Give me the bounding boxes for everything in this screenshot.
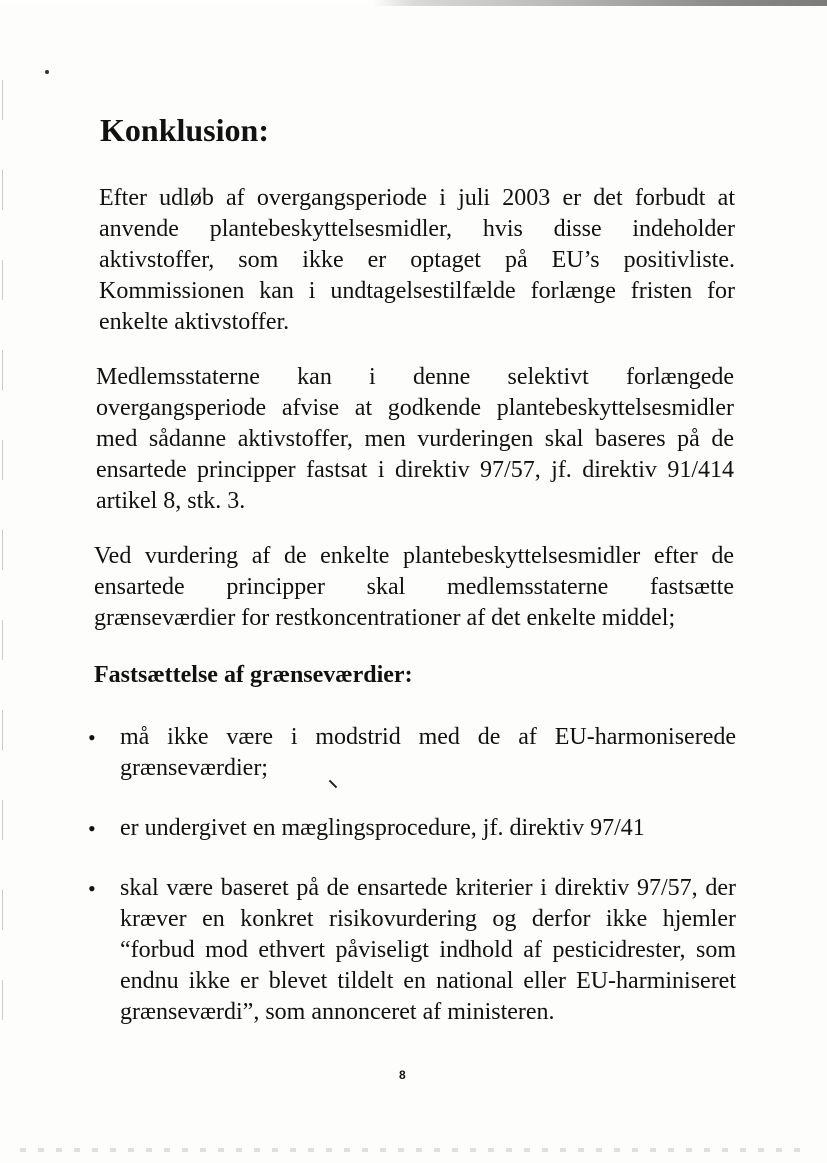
page-title: Konklusion: <box>100 112 269 148</box>
scan-speck <box>45 70 49 74</box>
bullet-icon: • <box>88 816 96 841</box>
scan-top-edge <box>0 0 827 6</box>
section-subheading: Fastsættelse af grænseværdier: <box>94 662 413 688</box>
scan-left-edge <box>2 80 3 1040</box>
list-item <box>88 813 736 844</box>
list-item-text: er undergivet en mæglingsprocedure, jf. direktiv 97/41 <box>120 815 645 841</box>
list-item-text: skal være baseret på de ensartede kriterier i direktiv 97/57, der kræver en konkret risikovurdering og derfor ikke hjemler “forbud mod ethvert påviseligt indhold af pesticidrester, som endnu ikke er blevet tildelt en national eller EU-harminiseret grænseværdi”, som annonceret af ministeren. <box>120 875 736 1025</box>
paragraph-1: Efter udløb af overgangsperiode i juli 2003 er det forbudt at anvende plantebeskyttelsesmidler, hvis disse indeholder aktivstoffer, som ikke er optaget på EU’s positivliste. Kommissionen kan i undtagelsestilfælde forlænge fristen for enkelte aktivstoffer. <box>99 185 735 335</box>
scan-bottom-edge <box>20 1148 810 1152</box>
paragraph-3: Ved vurdering af de enkelte plantebeskyttelsesmidler efter de ensartede principper skal medlemsstaterne fastsætte grænseværdier for restkoncentrationer af det enkelte middel; <box>94 543 734 631</box>
list-item-text: må ikke være i modstrid med de af EU-harmoniserede grænseværdier; <box>120 724 736 781</box>
paragraph-2: Medlemsstaterne kan i denne selektivt forlængede overgangsperiode afvise at godkende plantebeskyttelsesmidler med sådanne aktivstoffer, men vurderingen skal baseres på de ensartede principper fastsat i direktiv 97/57, jf. direktiv 91/414 artikel 8, stk. 3. <box>96 364 734 514</box>
bullet-icon: • <box>88 876 96 901</box>
page-number: 8 <box>399 1068 406 1082</box>
bullet-icon: • <box>88 725 96 750</box>
list-item <box>88 873 736 1028</box>
list-item <box>88 722 736 784</box>
